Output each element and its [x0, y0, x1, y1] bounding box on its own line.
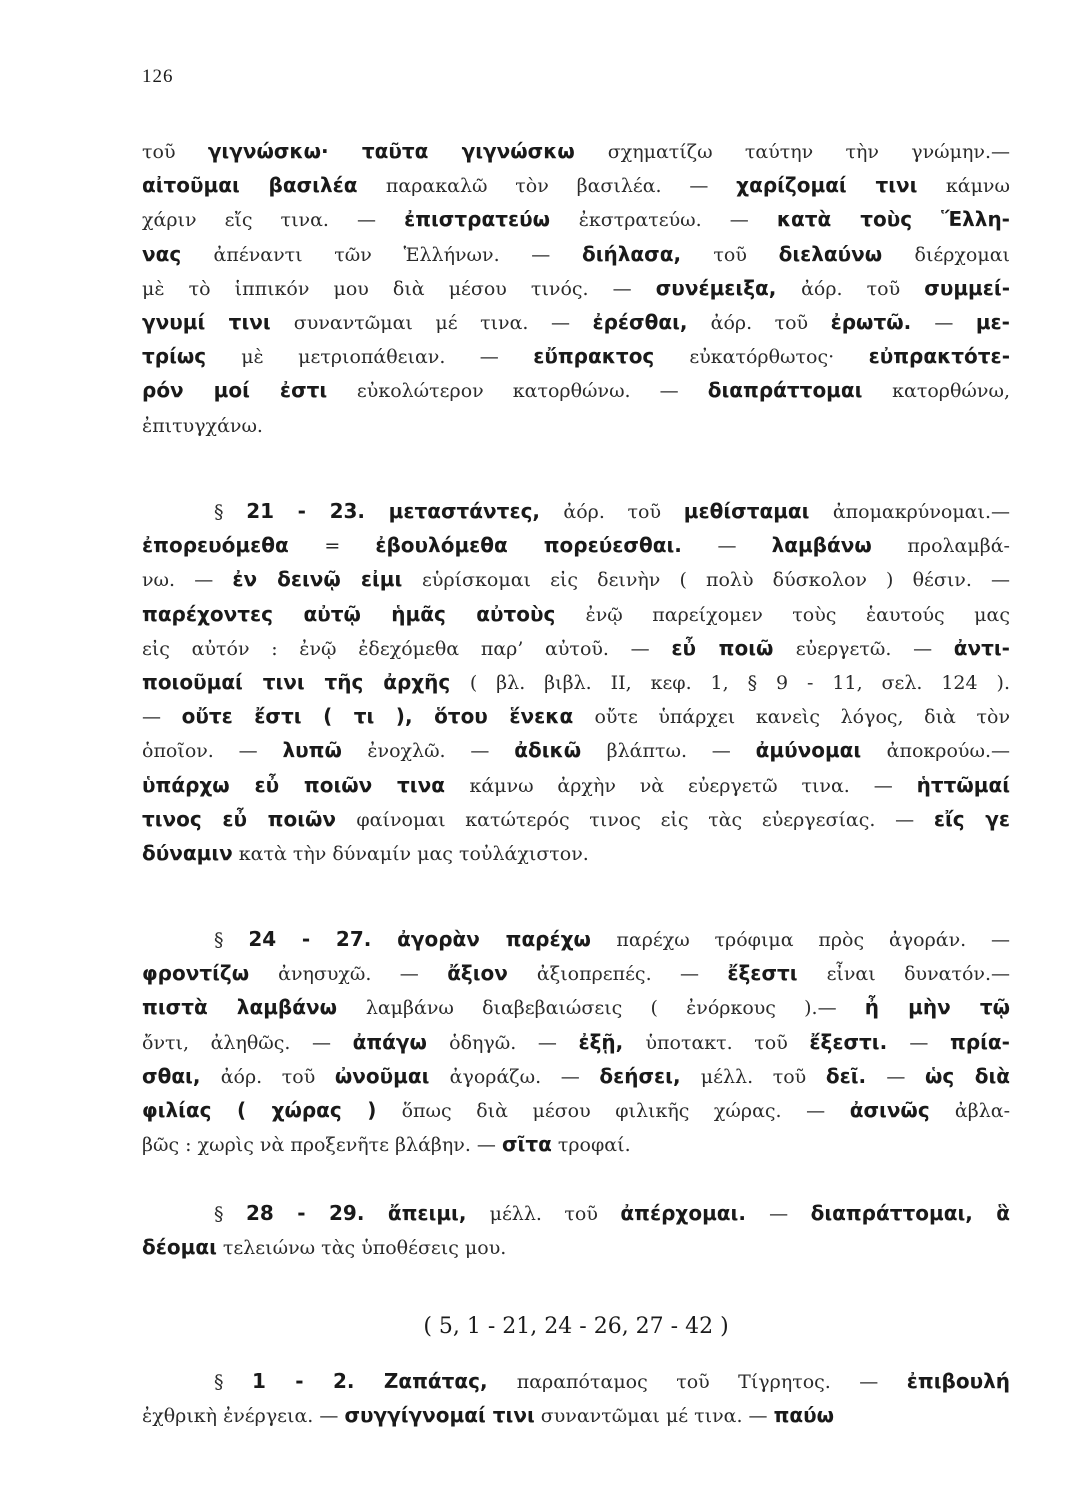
- gloss-text: νω. —: [142, 569, 233, 592]
- paragraph-intro: [142, 134, 1010, 442]
- text-line: [142, 1230, 1010, 1264]
- gloss-text: μέλλ. τοῦ: [489, 1203, 621, 1225]
- gloss-text: ἀβλα-: [954, 1099, 1010, 1122]
- term-bold: φιλίας ( χώρας ): [142, 1097, 377, 1122]
- gloss-text: ἐνῷ παρείχομεν τοὺς ἑαυτούς μας: [585, 603, 1010, 626]
- term-bold: τρίως: [142, 344, 207, 369]
- gloss-text: εἶναι δυνατόν.—: [826, 963, 1010, 986]
- gloss-text: ἀόρ. τοῦ: [220, 1065, 335, 1088]
- term-bold: οὔτε ἔστι ( τι ), ὅτου ἕνεκα: [181, 704, 574, 729]
- gloss-text: σχηματίζω ταύτην τὴν γνώμην.—: [607, 141, 1010, 163]
- gloss-text: εὐκατόρθωτος·: [689, 346, 869, 369]
- term-bold: ἐπιβουλή: [906, 1369, 1010, 1393]
- term-bold: μεθίσταμαι: [683, 499, 810, 523]
- term-bold: συγγίγνομαί τινι: [344, 1403, 535, 1428]
- gloss-text: ἀπέναντι τῶν Ἑλλήνων. —: [213, 243, 582, 266]
- gloss-text: τοῦ: [713, 243, 779, 266]
- gloss-text: τοῦ: [142, 141, 208, 163]
- gloss-text: βῶς : χωρὶς νὰ προξενῆτε βλάβην. —: [142, 1134, 502, 1157]
- term-bold: ἀμύνομαι: [755, 738, 862, 763]
- text-line: [142, 202, 1010, 236]
- gloss-text: —: [717, 535, 772, 558]
- text-line: [142, 631, 1010, 665]
- paragraph-section-1-2: [142, 1364, 1010, 1432]
- term-bold: ἀντι-: [953, 635, 1010, 660]
- term-bold: εὐπρακτότε-: [868, 344, 1010, 369]
- text-line: [142, 990, 1010, 1024]
- term-bold: ἦ μὴν τῷ: [864, 995, 1010, 1020]
- term-bold: ποιοῦμαί τινι τῆς ἀρχῆς: [142, 669, 451, 694]
- term-bold: ρόν μοί ἐστι: [142, 378, 328, 403]
- gloss-text: εὑρίσκομαι εἰς δεινὴν ( πολὺ δύσκολον ) θέσιν. —: [422, 569, 1010, 592]
- text-line: [142, 494, 1010, 528]
- term-bold: δεῖ.: [825, 1063, 867, 1088]
- gloss-text: ἐπιτυγχάνω.: [142, 414, 263, 437]
- gloss-text: ἀξιοπρεπές. —: [536, 963, 728, 986]
- term-bold: χαρίζομαί τινι: [736, 173, 918, 198]
- term-bold: ἄξιον: [447, 961, 508, 986]
- term-bold: ἡττῶμαί: [916, 772, 1010, 797]
- paragraph-section-21-23: [142, 494, 1010, 870]
- gloss-text: εἰς αὐτόν : ἐνῷ ἐδεχόμεθα παρ’ αὐτοῦ. —: [142, 637, 672, 660]
- term-bold: ὠνοῦμαι: [334, 1063, 430, 1088]
- text-line: [142, 922, 1010, 956]
- text-line: [142, 665, 1010, 699]
- text-line: [142, 1093, 1010, 1127]
- term-bold: γνυμί τινι: [142, 309, 271, 334]
- gloss-text: ὑποτακτ. τοῦ: [645, 1031, 810, 1054]
- term-bold: πιστὰ λαμβάνω: [142, 995, 337, 1020]
- gloss-text: ἐχθρικὴ ἐνέργεια. —: [142, 1405, 345, 1428]
- term-bold: συνέμειξα,: [655, 275, 777, 300]
- gloss-text: κάμνω: [945, 175, 1010, 198]
- gloss-text: εὐκολώτερον κατορθώνω. —: [356, 380, 708, 403]
- gloss-text: φαίνομαι κατώτερός τινος εἰς τὰς εὐεργεσίας. —: [356, 808, 934, 831]
- text-line: [142, 168, 1010, 202]
- term-bold: δεήσει,: [599, 1063, 681, 1088]
- text-line: [142, 339, 1010, 373]
- term-bold: λυπῶ: [282, 738, 342, 763]
- gloss-text: ἐνοχλῶ. —: [367, 740, 515, 763]
- term-bold: σθαι,: [142, 1063, 201, 1088]
- term-bold: νας: [142, 241, 182, 266]
- gloss-text: τελειώνω τὰς ὑποθέσεις μου.: [216, 1237, 507, 1260]
- gloss-text: ( βλ. βιβλ. II, κεφ. 1, § 9 - 11, σελ. 124 ).: [469, 671, 1010, 694]
- text-line: [142, 802, 1010, 836]
- term-bold: διήλασα,: [581, 241, 682, 266]
- term-bold: δέομαι: [142, 1235, 217, 1260]
- text-line: [142, 528, 1010, 562]
- gloss-text: ὅπως διὰ μέσου φιλικῆς χώρας. —: [401, 1099, 850, 1122]
- text-line: [142, 237, 1010, 271]
- paragraph-section-28-29: [142, 1196, 1010, 1264]
- term-bold: ἔξεστι: [727, 961, 798, 986]
- gloss-text: χάριν εἴς τινα. —: [142, 209, 405, 232]
- gloss-text: κατορθώνω,: [892, 380, 1010, 403]
- gloss-text: §: [214, 501, 247, 523]
- text-line: [142, 305, 1010, 339]
- section-heading: ( 5, 1 - 21, 24 - 26, 27 - 42 ): [423, 1314, 729, 1339]
- gloss-text: βλάπτω. —: [606, 740, 756, 763]
- term-bold: ἔξεστι.: [809, 1029, 888, 1054]
- term-bold: 24 - 27. ἀγορὰν παρέχω: [248, 927, 591, 951]
- text-line: [142, 733, 1010, 767]
- text-line: [142, 597, 1010, 631]
- text-line: [142, 271, 1010, 305]
- gloss-text: —: [909, 1031, 950, 1054]
- gloss-text: μέλλ. τοῦ: [700, 1065, 826, 1088]
- gloss-text: διέρχομαι: [914, 243, 1010, 266]
- text-line: [142, 1025, 1010, 1059]
- gloss-text: ἀνησυχῶ. —: [278, 963, 448, 986]
- term-bold: ἐβουλόμεθα πορεύεσθαι.: [375, 533, 682, 558]
- term-bold: ἐπιστρατεύω: [404, 207, 550, 232]
- gloss-text: §: [214, 1203, 247, 1225]
- gloss-text: κατὰ τὴν δύναμίν μας τοὐλάχιστον.: [232, 842, 589, 865]
- gloss-text: παρακαλῶ τὸν βασιλέα. —: [385, 175, 737, 198]
- gloss-text: τροφαί.: [551, 1134, 631, 1157]
- text-line: [142, 1127, 1010, 1161]
- text-line: [142, 1364, 1010, 1398]
- gloss-text: ἀόρ. τοῦ: [801, 277, 925, 300]
- gloss-text: προλαμβά-: [907, 535, 1010, 558]
- gloss-text: ἐκστρατεύω. —: [578, 209, 777, 232]
- gloss-text: παρέχω τρόφιμα πρὸς ἀγοράν. —: [616, 929, 1010, 951]
- gloss-text: ἀόρ. τοῦ: [710, 311, 831, 334]
- term-bold: ἀδικῶ: [514, 738, 582, 763]
- term-bold: σῖτα: [501, 1132, 552, 1157]
- term-bold: ἐρέσθαι,: [592, 309, 688, 334]
- gloss-text: ὁδηγῶ. —: [449, 1031, 579, 1054]
- term-bold: τινος εὖ ποιῶν: [142, 806, 337, 831]
- term-bold: κατὰ τοὺς Ἕλλη-: [776, 207, 1010, 232]
- term-bold: αἰτοῦμαι βασιλέα: [142, 173, 358, 198]
- text-line: [142, 1398, 1010, 1432]
- text-line: [142, 699, 1010, 733]
- gloss-text: —: [769, 1203, 811, 1225]
- text-line: [142, 373, 1010, 407]
- term-bold: ἀσινῶς: [849, 1097, 930, 1122]
- gloss-text: ἀγοράζω. —: [449, 1065, 600, 1088]
- term-bold: εὔπρακτος: [533, 344, 655, 369]
- term-bold: ἀπέρχομαι.: [620, 1201, 746, 1225]
- gloss-text: εὐεργετῶ. —: [795, 637, 954, 660]
- text-line: [142, 562, 1010, 596]
- term-bold: ἐξῇ,: [578, 1029, 624, 1054]
- gloss-text: οὔτε ὑπάρχει κανεὶς λόγος, διὰ τὸν: [594, 706, 1010, 729]
- gloss-text: παραπόταμος τοῦ Τίγρητος. —: [516, 1371, 907, 1393]
- text-line: [142, 836, 1010, 870]
- term-bold: δύναμιν: [142, 840, 233, 865]
- term-bold: λαμβάνω: [771, 533, 872, 558]
- gloss-text: §: [214, 1371, 252, 1393]
- term-bold: ὡς διὰ: [924, 1063, 1010, 1088]
- text-line: [142, 956, 1010, 990]
- gloss-text: συναντῶμαι μέ τινα. —: [293, 311, 593, 334]
- term-bold: διελαύνω: [778, 241, 883, 266]
- term-bold: διαπράττομαι, ἃ: [810, 1201, 1010, 1225]
- gloss-text: =: [324, 535, 376, 558]
- gloss-text: ὄντι, ἀληθῶς. —: [142, 1031, 353, 1054]
- term-bold: πρία-: [950, 1029, 1010, 1054]
- term-bold: ἐν δεινῷ εἰμι: [232, 567, 403, 592]
- gloss-text: μὲ τὸ ἱππικόν μου διὰ μέσου τινός. —: [142, 277, 656, 300]
- text-line: [142, 134, 1010, 168]
- gloss-text: κάμνω ἀρχὴν νὰ εὐεργετῶ τινα. —: [469, 774, 917, 797]
- term-bold: ὑπάρχω εὖ ποιῶν τινα: [142, 772, 445, 797]
- term-bold: διαπράττομαι: [707, 378, 863, 403]
- gloss-text: —: [142, 706, 182, 729]
- paragraph-section-24-27: [142, 922, 1010, 1161]
- text-line: [142, 1196, 1010, 1230]
- gloss-text: ὁποῖον. —: [142, 740, 283, 763]
- term-bold: 28 - 29. ἄπειμι,: [246, 1201, 467, 1225]
- term-bold: εὖ ποιῶ: [671, 635, 774, 660]
- term-bold: παύω: [773, 1403, 835, 1428]
- term-bold: ἀπάγω: [352, 1029, 427, 1054]
- gloss-text: —: [886, 1065, 925, 1088]
- term-bold: παρέχοντες αὐτῷ ἡμᾶς αὐτοὺς: [142, 601, 556, 626]
- gloss-text: —: [934, 311, 976, 334]
- gloss-text: ἀόρ. τοῦ: [563, 501, 684, 523]
- term-bold: 21 - 23. μεταστάντες,: [246, 499, 541, 523]
- term-bold: εἴς γε: [933, 806, 1010, 831]
- term-bold: φροντίζω: [142, 961, 250, 986]
- gloss-text: λαμβάνω διαβεβαιώσεις ( ἐνόρκους ).—: [365, 997, 865, 1020]
- term-bold: με-: [975, 309, 1010, 334]
- gloss-text: §: [214, 929, 249, 951]
- term-bold: γιγνώσκω· ταῦτα γιγνώσκω: [207, 139, 575, 163]
- term-bold: ἐπορευόμεθα: [142, 533, 289, 558]
- term-bold: 1 - 2. Ζαπάτας,: [251, 1369, 488, 1393]
- term-bold: συμμεί-: [924, 275, 1010, 300]
- text-line: [142, 768, 1010, 802]
- gloss-text: ἀπομακρύνομαι.—: [832, 501, 1010, 523]
- gloss-text: συναντῶμαι μέ τινα. —: [534, 1405, 774, 1428]
- gloss-text: ἀποκρούω.—: [886, 740, 1010, 763]
- page-number: 126: [142, 66, 174, 87]
- text-line: [142, 408, 1010, 442]
- gloss-text: μὲ μετριοπάθειαν. —: [241, 346, 534, 369]
- text-line: [142, 1059, 1010, 1093]
- term-bold: ἐρωτῶ.: [830, 309, 912, 334]
